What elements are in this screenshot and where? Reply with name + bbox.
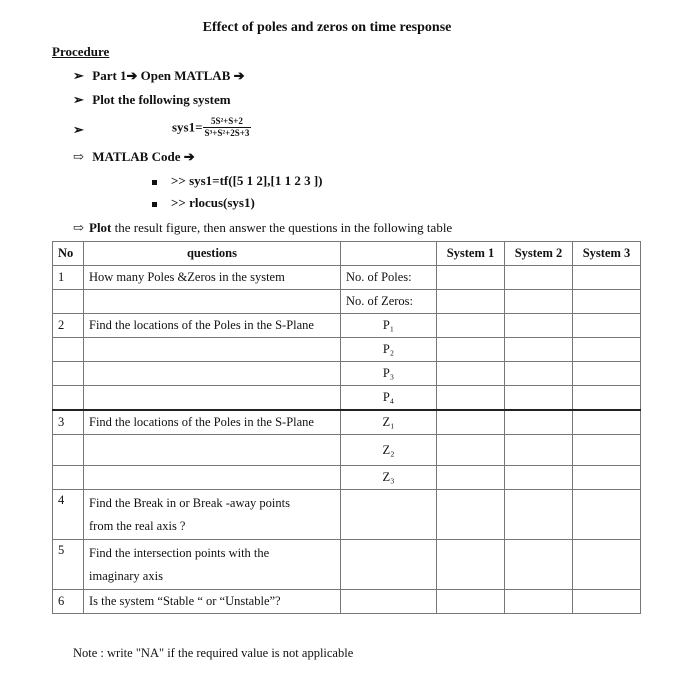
answer-cell-system-3[interactable] — [573, 490, 641, 540]
answer-cell-system-1[interactable] — [437, 338, 505, 362]
square-bullet-icon — [152, 180, 157, 185]
table-header-row — [53, 242, 641, 266]
answer-cell-system-3[interactable] — [573, 338, 641, 362]
outline-arrow-icon: ⇨ — [73, 149, 84, 164]
step-plot-result-bold: Plot — [89, 220, 112, 235]
row-parameter: Z₂ — [341, 435, 437, 466]
step-matlab-code — [73, 149, 195, 165]
transfer-function — [172, 116, 251, 139]
table-row — [53, 314, 641, 338]
square-bullet-icon — [152, 202, 157, 207]
row-parameter: P₄ — [341, 386, 437, 411]
answer-cell-system-3[interactable] — [573, 362, 641, 386]
row-question — [84, 386, 341, 411]
row-question: Is the system “Stable “ or “Unstable”? — [84, 590, 341, 614]
row-question — [84, 290, 341, 314]
answer-cell-system-2[interactable] — [505, 314, 573, 338]
header-system-1: System 1 — [437, 242, 505, 266]
arrow-bullet-icon: ➢ — [73, 122, 84, 137]
answer-cell-system-2[interactable] — [505, 490, 573, 540]
row-question — [84, 490, 341, 540]
answer-cell-system-3[interactable] — [573, 386, 641, 411]
row-parameter: No. of Poles: — [341, 266, 437, 290]
row-number — [53, 466, 84, 490]
answer-cell-system-2[interactable] — [505, 466, 573, 490]
answer-cell-system-2[interactable] — [505, 590, 573, 614]
step-part1 — [73, 68, 245, 84]
answer-cell-system-1[interactable] — [437, 540, 505, 590]
tf-denominator: S³+S²+2S+3 — [204, 128, 250, 138]
row-parameter — [341, 590, 437, 614]
row-number: 2 — [53, 314, 84, 338]
answer-cell-system-1[interactable] — [437, 590, 505, 614]
table-row — [53, 362, 641, 386]
header-system-3: System 3 — [573, 242, 641, 266]
row-parameter: P₁ — [341, 314, 437, 338]
row-question-line-1: Find the Break in or Break -away points — [89, 495, 290, 510]
answer-cell-system-2[interactable] — [505, 410, 573, 435]
answer-cell-system-3[interactable] — [573, 540, 641, 590]
answer-cell-system-1[interactable] — [437, 314, 505, 338]
tf-fraction — [203, 116, 252, 139]
row-number: 4 — [53, 490, 84, 540]
answer-cell-system-3[interactable] — [573, 590, 641, 614]
code-line-1 — [152, 173, 322, 189]
row-number — [53, 362, 84, 386]
answer-cell-system-2[interactable] — [505, 540, 573, 590]
answer-cell-system-3[interactable] — [573, 314, 641, 338]
arrow-bullet-icon: ➢ — [73, 68, 84, 83]
answer-cell-system-3[interactable] — [573, 435, 641, 466]
row-question — [84, 435, 341, 466]
row-number — [53, 386, 84, 411]
table-row — [53, 466, 641, 490]
questions-table — [52, 241, 641, 614]
answer-cell-system-1[interactable] — [437, 466, 505, 490]
row-parameter: Z₃ — [341, 466, 437, 490]
row-parameter — [341, 540, 437, 590]
answer-cell-system-1[interactable] — [437, 266, 505, 290]
table-row — [53, 410, 641, 435]
row-question — [84, 338, 341, 362]
tf-numerator: 5S²+S+2 — [203, 116, 252, 128]
row-parameter: P₂ — [341, 338, 437, 362]
answer-cell-system-1[interactable] — [437, 410, 505, 435]
code-line-1-text: >> sys1=tf([5 1 2],[1 1 2 3 ]) — [171, 173, 323, 188]
answer-cell-system-2[interactable] — [505, 290, 573, 314]
sys-label: sys1= — [172, 119, 203, 135]
table-row — [53, 435, 641, 466]
answer-cell-system-2[interactable] — [505, 386, 573, 411]
answer-cell-system-3[interactable] — [573, 290, 641, 314]
table-row — [53, 290, 641, 314]
row-question — [84, 466, 341, 490]
step-plot-result — [73, 220, 452, 236]
outline-arrow-icon: ⇨ — [73, 220, 84, 235]
row-question: How many Poles &Zeros in the system — [84, 266, 341, 290]
row-number: 6 — [53, 590, 84, 614]
answer-cell-system-3[interactable] — [573, 266, 641, 290]
code-line-2-text: >> rlocus(sys1) — [171, 195, 255, 210]
step-matlab-code-text: MATLAB Code ➔ — [92, 149, 195, 164]
row-question-line-2: from the real axis ? — [89, 518, 186, 533]
answer-cell-system-1[interactable] — [437, 435, 505, 466]
row-number: 1 — [53, 266, 84, 290]
answer-cell-system-2[interactable] — [505, 338, 573, 362]
table-row — [53, 490, 641, 540]
row-parameter: Z₁ — [341, 410, 437, 435]
answer-cell-system-2[interactable] — [505, 266, 573, 290]
header-system-2: System 2 — [505, 242, 573, 266]
answer-cell-system-3[interactable] — [573, 410, 641, 435]
step-plot-result-text: the result figure, then answer the questions in the following table — [111, 220, 453, 235]
row-question: Find the locations of the Poles in the S-Plane — [84, 410, 341, 435]
footer-note: Note : write "NA" if the required value is not applicable — [73, 646, 354, 660]
row-question — [84, 362, 341, 386]
table-row — [53, 540, 641, 590]
answer-cell-system-1[interactable] — [437, 290, 505, 314]
row-parameter: No. of Zeros: — [341, 290, 437, 314]
code-line-2 — [152, 195, 255, 211]
arrow-bullet-icon: ➢ — [73, 92, 84, 107]
answer-cell-system-2[interactable] — [505, 362, 573, 386]
table-row — [53, 338, 641, 362]
row-question-line-1: Find the intersection points with the — [89, 545, 270, 560]
answer-cell-system-1[interactable] — [437, 362, 505, 386]
step-part1-text: Part 1➔ Open MATLAB ➔ — [92, 68, 245, 83]
step-plot-system-text: Plot the following system — [92, 92, 231, 107]
row-number — [53, 290, 84, 314]
header-no: No — [53, 242, 84, 266]
answer-cell-system-1[interactable] — [437, 386, 505, 411]
page-title: Effect of poles and zeros on time response — [202, 20, 452, 35]
header-parameter — [341, 242, 437, 266]
answer-cell-system-1[interactable] — [437, 490, 505, 540]
procedure-heading: Procedure — [52, 44, 110, 59]
row-question — [84, 540, 341, 590]
table-row — [53, 266, 641, 290]
row-number — [53, 435, 84, 466]
row-question-line-2: imaginary axis — [89, 568, 163, 583]
table-row — [53, 386, 641, 411]
step-plot-system — [73, 92, 231, 108]
row-parameter — [341, 490, 437, 540]
row-parameter: P₃ — [341, 362, 437, 386]
table-row — [53, 590, 641, 614]
row-number: 5 — [53, 540, 84, 590]
header-questions: questions — [84, 242, 341, 266]
step-arrow-3 — [73, 122, 89, 138]
answer-cell-system-2[interactable] — [505, 435, 573, 466]
row-number: 3 — [53, 410, 84, 435]
row-question: Find the locations of the Poles in the S-Plane — [84, 314, 341, 338]
row-number — [53, 338, 84, 362]
answer-cell-system-3[interactable] — [573, 466, 641, 490]
